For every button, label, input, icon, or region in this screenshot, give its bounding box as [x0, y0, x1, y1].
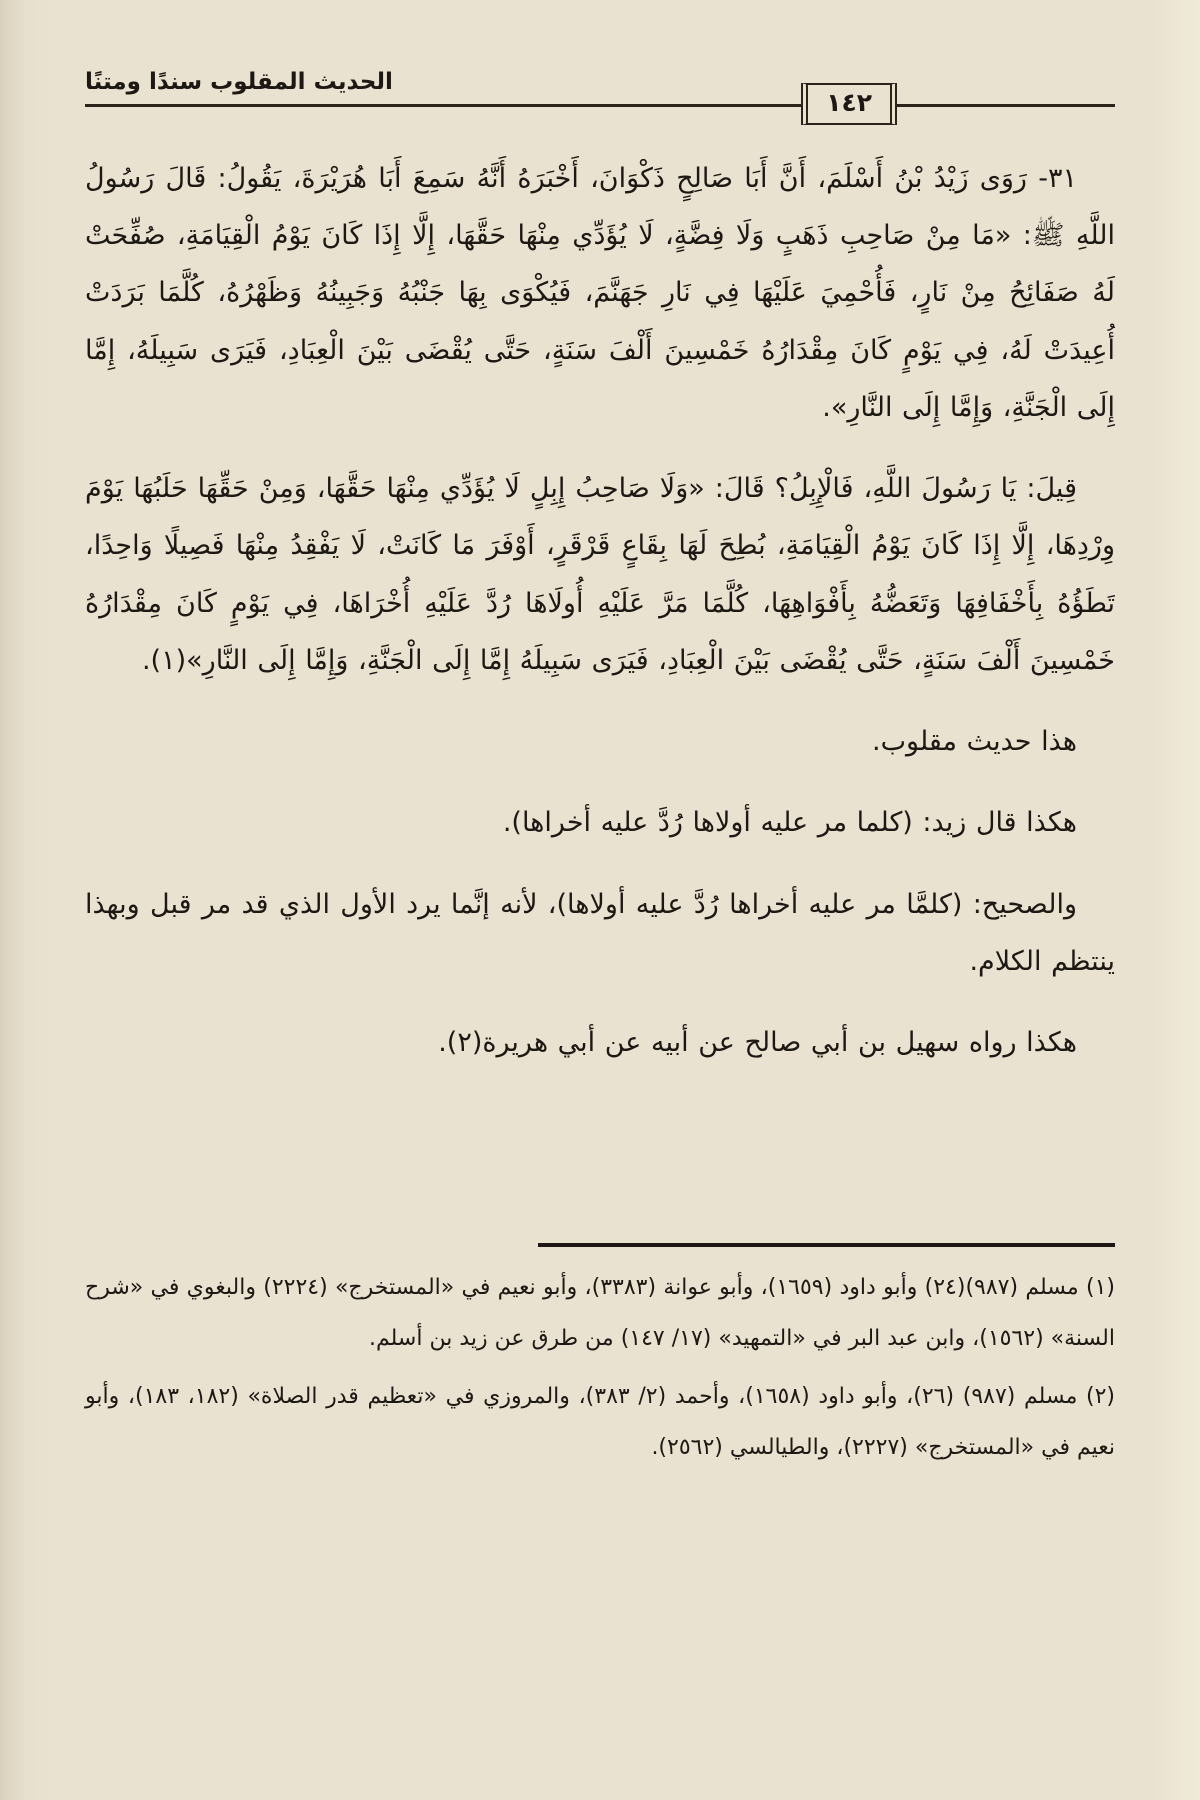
body-text: [85, 150, 1115, 1240]
commentary-paragraph-1: هذا حديث مقلوب.: [872, 726, 1077, 758]
page-header: [85, 55, 1115, 117]
page-number-box: [801, 83, 897, 126]
header-rule: [85, 104, 1115, 107]
commentary-paragraph-2: هكذا قال زيد: (كلما مر عليه أولاها رُدَّ عليه أخراها).: [502, 807, 1077, 839]
hadith-paragraph-1: ٣١- رَوَى زَيْدُ بْنُ أَسْلَمَ، أَنَّ أَبَا صَالِحٍ ذَكْوَانَ، أَخْبَرَهُ أَنَّهُ سَمِعَ أَبَا هُرَيْرَةَ، يَقُولُ: قَالَ رَسُولُ اللَّهِ ﷺ: «مَا مِنْ صَاحِبِ ذَهَبٍ وَلَا فِضَّةٍ، لَا يُؤَدِّي مِنْهَا حَقَّهَا، إِلَّا إِذَا كَانَ يَوْمُ الْقِيَامَةِ، صُفِّحَتْ لَهُ صَفَائِحُ مِنْ نَارٍ، فَأُحْمِيَ عَلَيْهَا فِي نَارِ جَهَنَّمَ، فَيُكْوَى بِهَا جَنْبُهُ وَجَبِينُهُ وَظَهْرُهُ، كُلَّمَا بَرَدَتْ أُعِيدَتْ لَهُ، فِي يَوْمٍ كَانَ مِقْدَارُهُ خَمْسِينَ أَلْفَ سَنَةٍ، حَتَّى يُقْضَى بَيْنَ الْعِبَادِ، فَيَرَى سَبِيلَهُ، إِمَّا إِلَى الْجَنَّةِ، وَإِمَّا إِلَى النَّارِ».: [85, 163, 1115, 423]
commentary-paragraph-4: هكذا رواه سهيل بن أبي صالح عن أبيه عن أبي هريرة(٢).: [438, 1027, 1077, 1059]
footnotes-section: [85, 1243, 1115, 1481]
hadith-paragraph-2: قِيلَ: يَا رَسُولَ اللَّهِ، فَالْإِبِلُ؟ قَالَ: «وَلَا صَاحِبُ إِبِلٍ لَا يُؤَدِّي مِنْهَا حَقَّهَا، وَمِنْ حَقِّهَا حَلَبُهَا يَوْمَ وِرْدِهَا، إِلَّا إِذَا كَانَ يَوْمُ الْقِيَامَةِ، بُطِحَ لَهَا بِقَاعٍ قَرْقَرٍ، أَوْفَرَ مَا كَانَتْ، لَا يَفْقِدُ مِنْهَا فَصِيلًا وَاحِدًا، تَطَؤُهُ بِأَخْفَافِهَا وَتَعَضُّهُ بِأَفْوَاهِهَا، كُلَّمَا مَرَّ عَلَيْهِ أُولَاهَا رُدَّ عَلَيْهِ أُخْرَاهَا، فِي يَوْمٍ كَانَ مِقْدَارُهُ خَمْسِينَ أَلْفَ سَنَةٍ، حَتَّى يُقْضَى بَيْنَ الْعِبَادِ، فَيَرَى سَبِيلَهُ إِمَّا إِلَى الْجَنَّةِ، وَإِمَّا إِلَى النَّارِ»(١).: [85, 473, 1115, 676]
page-number: ١٤٢: [826, 87, 872, 117]
chapter-title: الحديث المقلوب سندًا ومتنًا: [85, 69, 393, 95]
footnote-1: (١) مسلم (٩٨٧)(٢٤) وأبو داود (١٦٥٩)، وأبو عوانة (٣٣٨٣)، وأبو نعيم في «المستخرج» (٢٢٢٤) والبغوي في «شرح السنة» (١٥٦٢)، وابن عبد البر في «التمهيد» (١٧/ ١٤٧) من طرق عن زيد بن أسلم.: [85, 1275, 1115, 1351]
footnote-separator: [538, 1243, 1115, 1247]
commentary-paragraph-3: والصحيح: (كلمَّا مر عليه أخراها رُدَّ عليه أولاها)، لأنه إنَّما يرد الأول الذي قد مر قبل وبهذا ينتظم الكلام.: [85, 888, 1115, 977]
footnote-2: (٢) مسلم (٩٨٧) (٢٦)، وأبو داود (١٦٥٨)، وأحمد (٢/ ٣٨٣)، والمروزي في «تعظيم قدر الصلاة» (١٨٢، ١٨٣)، وأبو نعيم في «المستخرج» (٢٢٢٧)، والطيالسي (٢٥٦٢).: [85, 1384, 1116, 1460]
